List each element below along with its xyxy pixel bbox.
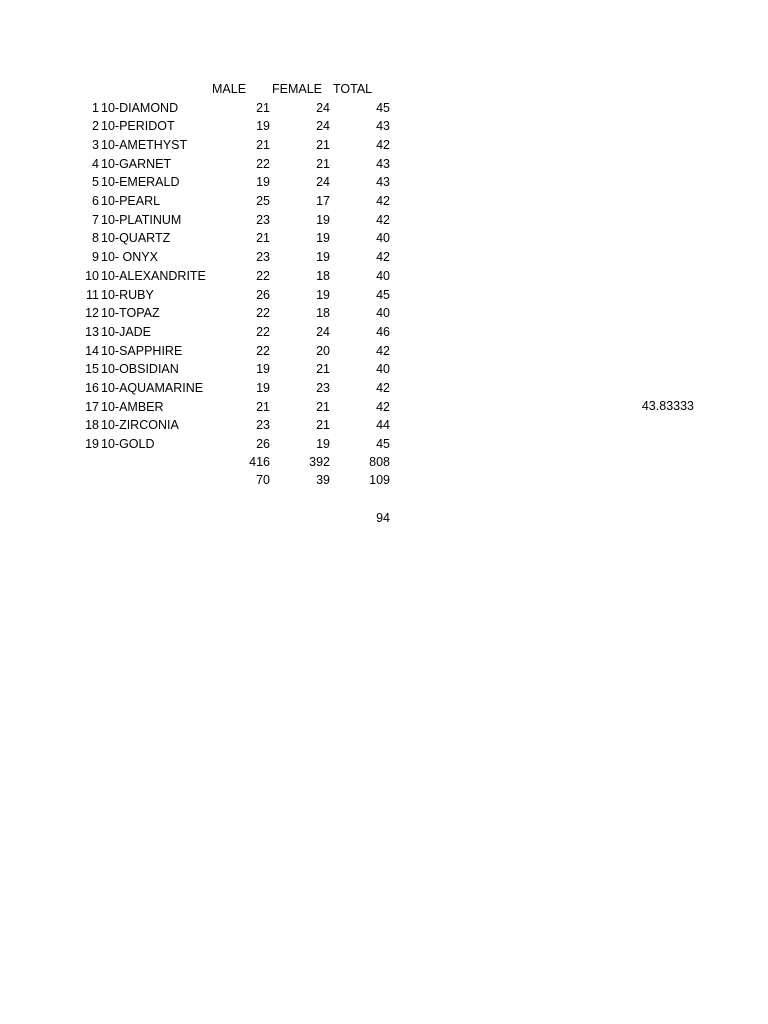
row-male-count: 22 bbox=[256, 324, 270, 339]
row-index: 9 bbox=[92, 250, 99, 265]
row-index: 19 bbox=[85, 437, 99, 452]
row-male-count: 22 bbox=[256, 306, 270, 321]
row-total-count: 42 bbox=[376, 381, 390, 395]
row-female-count: 21 bbox=[316, 399, 330, 414]
row-female-count: 19 bbox=[316, 437, 330, 452]
row-section-name: 10-PEARL bbox=[101, 194, 161, 208]
row-section-name: 10- ONYX bbox=[101, 250, 158, 265]
sum-total: 808 bbox=[369, 455, 390, 469]
row-index: 8 bbox=[92, 231, 99, 246]
row-male-count: 26 bbox=[256, 437, 270, 452]
row-female-count: 18 bbox=[316, 268, 330, 283]
row-male-count: 19 bbox=[256, 119, 270, 134]
second-sum-male: 70 bbox=[256, 473, 270, 487]
row-male-count: 22 bbox=[256, 268, 270, 283]
row-index: 12 bbox=[85, 306, 99, 321]
row-male-count: 21 bbox=[256, 100, 270, 115]
row-index: 7 bbox=[92, 212, 99, 227]
row-female-count: 23 bbox=[316, 381, 330, 395]
row-index: 10 bbox=[85, 268, 99, 283]
row-section-name: 10-RUBY bbox=[101, 287, 154, 302]
row-index: 1 bbox=[92, 100, 99, 115]
row-section-name: 10-ALEXANDRITE bbox=[101, 268, 206, 283]
row-index: 16 bbox=[85, 381, 99, 395]
header-female: FEMALE bbox=[272, 82, 323, 96]
side-value: 43.83333 bbox=[641, 399, 694, 413]
row-total-count: 43 bbox=[376, 156, 390, 171]
row-male-count: 19 bbox=[256, 381, 270, 395]
row-female-count: 24 bbox=[316, 324, 330, 339]
row-female-count: 20 bbox=[316, 343, 330, 358]
row-female-count: 21 bbox=[316, 137, 330, 152]
row-section-name: 10-DIAMOND bbox=[101, 100, 179, 115]
row-total-count: 40 bbox=[376, 231, 390, 246]
header-total: TOTAL bbox=[333, 82, 373, 96]
row-male-count: 25 bbox=[256, 194, 270, 208]
row-female-count: 17 bbox=[316, 194, 330, 208]
row-total-count: 45 bbox=[376, 437, 390, 452]
row-total-count: 40 bbox=[376, 306, 390, 321]
row-total-count: 42 bbox=[376, 399, 390, 414]
row-female-count: 19 bbox=[316, 212, 330, 227]
row-male-count: 22 bbox=[256, 156, 270, 171]
row-section-name: 10-EMERALD bbox=[101, 175, 180, 190]
row-total-count: 42 bbox=[376, 212, 390, 227]
extra-value: 94 bbox=[376, 511, 390, 525]
row-index: 17 bbox=[85, 399, 99, 414]
row-total-count: 44 bbox=[376, 418, 390, 433]
row-total-count: 40 bbox=[376, 268, 390, 283]
row-female-count: 19 bbox=[316, 250, 330, 265]
row-total-count: 46 bbox=[376, 324, 390, 339]
row-total-count: 42 bbox=[376, 250, 390, 265]
row-section-name: 10-AQUAMARINE bbox=[101, 381, 204, 395]
row-section-name: 10-AMETHYST bbox=[101, 137, 188, 152]
row-section-name: 10-GARNET bbox=[101, 156, 172, 171]
row-total-count: 42 bbox=[376, 343, 390, 358]
row-total-count: 43 bbox=[376, 119, 390, 134]
row-index: 18 bbox=[85, 418, 99, 433]
row-total-count: 42 bbox=[376, 137, 390, 152]
sum-male: 416 bbox=[249, 455, 270, 469]
row-total-count: 43 bbox=[376, 175, 390, 190]
row-section-name: 10-JADE bbox=[101, 324, 152, 339]
row-male-count: 21 bbox=[256, 137, 270, 152]
row-section-name: 10-GOLD bbox=[101, 437, 155, 452]
row-male-count: 23 bbox=[256, 250, 270, 265]
row-male-count: 23 bbox=[256, 212, 270, 227]
second-sum-total: 109 bbox=[369, 473, 390, 487]
row-index: 2 bbox=[92, 119, 99, 134]
row-male-count: 19 bbox=[256, 362, 270, 377]
row-index: 11 bbox=[86, 287, 99, 302]
row-female-count: 19 bbox=[316, 231, 330, 246]
row-section-name: 10-PERIDOT bbox=[101, 119, 175, 134]
row-male-count: 22 bbox=[256, 343, 270, 358]
row-female-count: 24 bbox=[316, 175, 330, 190]
row-section-name: 10-AMBER bbox=[101, 399, 164, 414]
row-section-name: 10-TOPAZ bbox=[101, 306, 160, 321]
sum-female: 392 bbox=[309, 455, 330, 469]
row-index: 15 bbox=[85, 362, 99, 377]
row-male-count: 19 bbox=[256, 175, 270, 190]
row-index: 4 bbox=[92, 156, 99, 171]
row-female-count: 19 bbox=[316, 287, 330, 302]
row-total-count: 45 bbox=[376, 287, 390, 302]
row-index: 3 bbox=[92, 137, 99, 152]
row-total-count: 42 bbox=[376, 194, 390, 208]
row-female-count: 21 bbox=[316, 418, 330, 433]
row-section-name: 10-OBSIDIAN bbox=[101, 362, 179, 377]
row-total-count: 40 bbox=[376, 362, 390, 377]
row-section-name: 10-QUARTZ bbox=[101, 231, 171, 246]
row-index: 14 bbox=[85, 343, 99, 358]
row-female-count: 21 bbox=[316, 362, 330, 377]
row-index: 5 bbox=[92, 175, 99, 190]
row-index: 13 bbox=[85, 324, 99, 339]
row-total-count: 45 bbox=[376, 100, 390, 115]
row-male-count: 26 bbox=[256, 287, 270, 302]
row-female-count: 24 bbox=[316, 100, 330, 115]
row-section-name: 10-ZIRCONIA bbox=[101, 418, 179, 433]
header-male: MALE bbox=[212, 82, 247, 96]
second-sum-female: 39 bbox=[316, 473, 330, 487]
row-section-name: 10-SAPPHIRE bbox=[101, 343, 183, 358]
row-female-count: 18 bbox=[316, 306, 330, 321]
row-female-count: 24 bbox=[316, 119, 330, 134]
row-female-count: 21 bbox=[316, 156, 330, 171]
row-male-count: 21 bbox=[256, 399, 270, 414]
row-index: 6 bbox=[92, 194, 99, 208]
row-male-count: 23 bbox=[256, 418, 270, 433]
row-male-count: 21 bbox=[256, 231, 270, 246]
row-section-name: 10-PLATINUM bbox=[101, 212, 182, 227]
